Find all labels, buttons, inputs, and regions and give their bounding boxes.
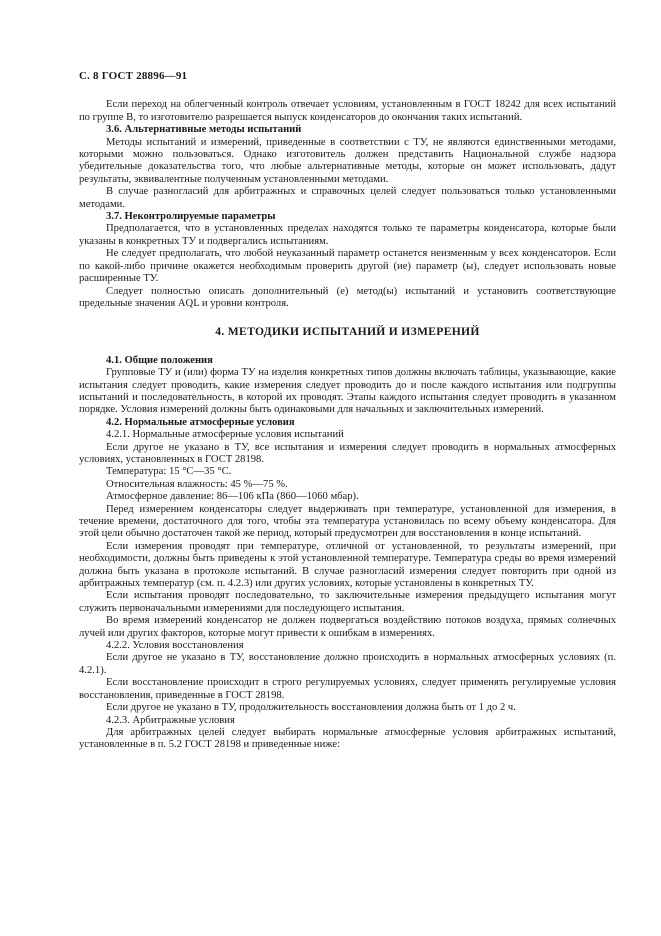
clause-heading-4-2-1: 4.2.1. Нормальные атмосферные условия испытаний xyxy=(106,429,344,441)
paragraph: Если восстановление происходит в строго регулируемых условиях, следует применять регулируемые условия восстановления, приведенные в ГОСТ 28198. xyxy=(79,677,616,701)
subsection-heading-4-1: 4.1. Общие положения xyxy=(106,354,213,366)
paragraph: Если испытания проводят последовательно, то заключительные измерения предыдущего испытания могут служить первоначальными измерениями для последующего испытания. xyxy=(79,590,616,614)
subsection-heading-3-7: 3.7. Неконтролируемые параметры xyxy=(106,211,276,223)
paragraph: Групповые ТУ и (или) форма ТУ на изделия конкретных типов должны включать таблицы, указывающие, какие испытания следует проводить, какие измерения следует проводить до и после каждого испытания или подгруппы испытаний и последовательность, в которой их проводят. Этапы каждого испытания следует проводить в указанном порядке. Условия измерений должны быть одинаковыми для начальных и заключительных измерений. xyxy=(79,367,616,416)
paragraph: Во время измерений конденсатор не должен подвергаться воздействию потоков воздуха, прямых солнечных лучей или других факторов, которые могут привести к ошибкам в измерениях. xyxy=(79,615,616,639)
paragraph: Если другое не указано в ТУ, все испытания и измерения следует проводить в нормальных атмосферных условиях, установленных в ГОСТ 28198. xyxy=(79,441,616,465)
paragraph: Если другое не указано в ТУ, восстановление должно происходить в нормальных атмосферных условиях (п. 4.2.1). xyxy=(79,652,616,676)
pressure-line: Атмосферное давление: 86—106 кПа (860—1060 мбар). xyxy=(106,491,359,503)
humidity-line: Относительная влажность: 45 %—75 %. xyxy=(106,478,288,490)
paragraph: Не следует предполагать, что любой неуказанный параметр останется неизменным у всех конденсаторов. Если по какой-либо причине окажется необходимым проверить другой (ие) параметр (ы), следует использовать новые расширенные ТУ. xyxy=(79,248,616,285)
paragraph: Следует полностью описать дополнительный (е) метод(ы) испытаний и установить соответствующие предельные значения AQL и уровни контроля. xyxy=(79,285,616,309)
paragraph: Методы испытаний и измерений, приведенные в соответствии с ТУ, не являются единственными методами, которыми можно пользоваться. Однако изготовитель должен представить Национальной службе надзора убедительные доказательства того, что любые альтернативные методы, которые он может использовать, дадут результаты, эквивалентные полученным установленными методами. xyxy=(79,136,616,185)
paragraph: Если измерения проводят при температуре, отличной от установленной, то результаты измерений, при необходимости, должны быть приведены к этой установленной температуре. Температура среды во время измерений должна быть указана в протоколе испытаний. В случае разногласий измерения следует повторить при одной из арбитражных температур (см. п. 4.2.3) или других условиях, которые установлены в конкретных ТУ. xyxy=(79,540,616,590)
section-title: 4. МЕТОДИКИ ИСПЫТАНИЙ И ИЗМЕРЕНИЙ xyxy=(215,325,480,339)
paragraph: Если другое не указано в ТУ, продолжительность восстановления должна быть от 1 до 2 ч. xyxy=(106,702,516,714)
temperature-line: Температура: 15 °С—35 °С. xyxy=(106,466,232,478)
paragraph: Для арбитражных целей следует выбирать нормальные атмосферные условия арбитражных испытаний, установленные в п. 5.2 ГОСТ 28198 и приведенные ниже: xyxy=(79,726,616,751)
paragraph: Если переход на облегченный контроль отвечает условиям, установленным в ГОСТ 18242 для всех испытаний по группе B, то изготовителю разрешается выпуск конденсаторов до окончания таких испытаний. xyxy=(79,99,616,123)
page-header: С. 8 ГОСТ 28896—91 xyxy=(79,70,188,82)
clause-heading-4-2-2: 4.2.2. Условия восстановления xyxy=(106,640,244,652)
paragraph: Предполагается, что в установленных пределах находятся только те параметры конденсатора, которые были указаны в конкретных ТУ и подвергались испытаниям. xyxy=(79,223,616,247)
subsection-heading-3-6: 3.6. Альтернативные методы испытаний xyxy=(106,124,302,136)
paragraph: В случае разногласий для арбитражных и справочных целей следует пользоваться только установленными методами. xyxy=(79,186,616,210)
paragraph: Перед измерением конденсаторы следует выдерживать при температуре, установленной для измерения, в течение времени, достаточного для того, чтобы эта температура установилась по всему объему конденсатора. Для этой цели обычно достаточен такой же период, который предусмотрен для восстановления в конце испытаний. xyxy=(79,503,616,540)
clause-heading-4-2-3: 4.2.3. Арбитражные условия xyxy=(106,714,235,726)
subsection-heading-4-2: 4.2. Нормальные атмосферные условия xyxy=(106,416,295,428)
document-page xyxy=(79,70,616,752)
